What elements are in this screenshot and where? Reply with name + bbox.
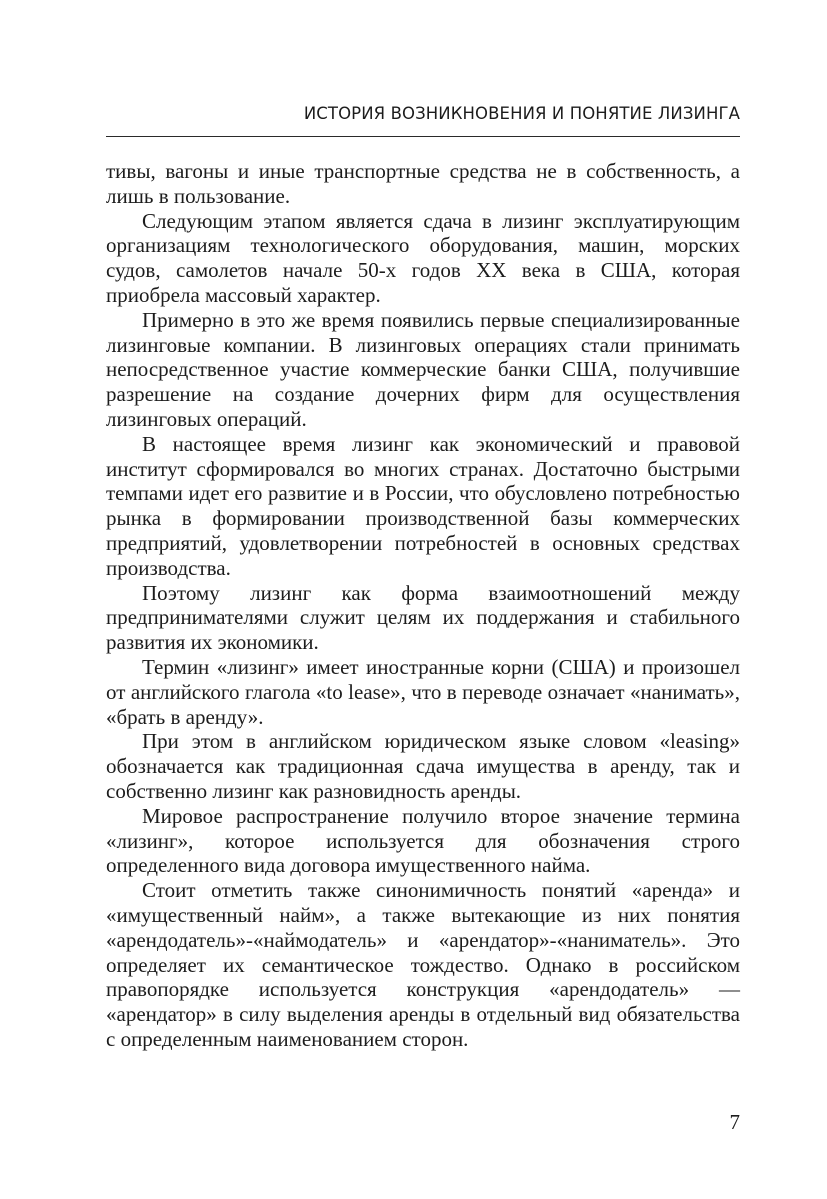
header-divider: [106, 136, 740, 137]
paragraph: Поэтому лизинг как форма взаимоотношений между предпринимателями служит целям их поддержания и стабильного развития их экономики.: [106, 580, 740, 655]
paragraph: Примерно в это же время появились первые специализированные лизинговые компании. В лизинговых операциях стали принимать непосредственное участие коммерческие банки США, получившие разрешение на создание дочерних фирм для осуществления лизинговых операций.: [106, 307, 740, 431]
paragraph: Мировое распространение получило второе значение термина «лизинг», которое используется для обозначения строго определенного вида договора имущественного найма.: [106, 803, 740, 878]
paragraph: При этом в английском юридическом языке словом «leasing» обозначается как традиционная сдача имущества в аренду, так и собственно лизинг как разновидность аренды.: [106, 729, 740, 803]
paragraph: В настоящее время лизинг как экономический и правовой институт сформировался во многих странах. Достаточно быстрыми темпами идет его развитие и в России, что обусловлено потребностью рынка в формировании производственной базы коммерческих предприятий, удовлетворении потребностей в основных средствах производства.: [106, 431, 740, 580]
paragraph: Следующим этапом является сдача в лизинг эксплуатирующим организациям технологического оборудования, машин, морских судов, самолетов начале 50-х годов XX века в США, которая приобрела массовый характер.: [106, 208, 740, 307]
body-text: [106, 159, 740, 1052]
page-number: 7: [729, 1110, 740, 1134]
running-header: ИСТОРИЯ ВОЗНИКНОВЕНИЯ И ПОНЯТИЕ ЛИЗИНГА: [303, 104, 740, 123]
paragraph: Стоит отметить также синонимичность понятий «аренда» и «имущественный найм», а также вытекающие из них понятия «арендодатель»-«наймодатель» и «арендатор»-«наниматель». Это определяет их семантическое тождество. Однако в российском правопорядке используется конструкция «арендодатель» — «арендатор» в силу выделения аренды в отдельный вид обязательства с определенным наименованием сторон.: [106, 878, 740, 1051]
paragraph: Термин «лизинг» имеет иностранные корни (США) и произошел от английского глагола «to lease», что в переводе означает «нанимать», «брать в аренду».: [106, 654, 740, 729]
paragraph-continuation: тивы, вагоны и иные транспортные средства не в собственность, а лишь в пользование.: [106, 159, 740, 208]
